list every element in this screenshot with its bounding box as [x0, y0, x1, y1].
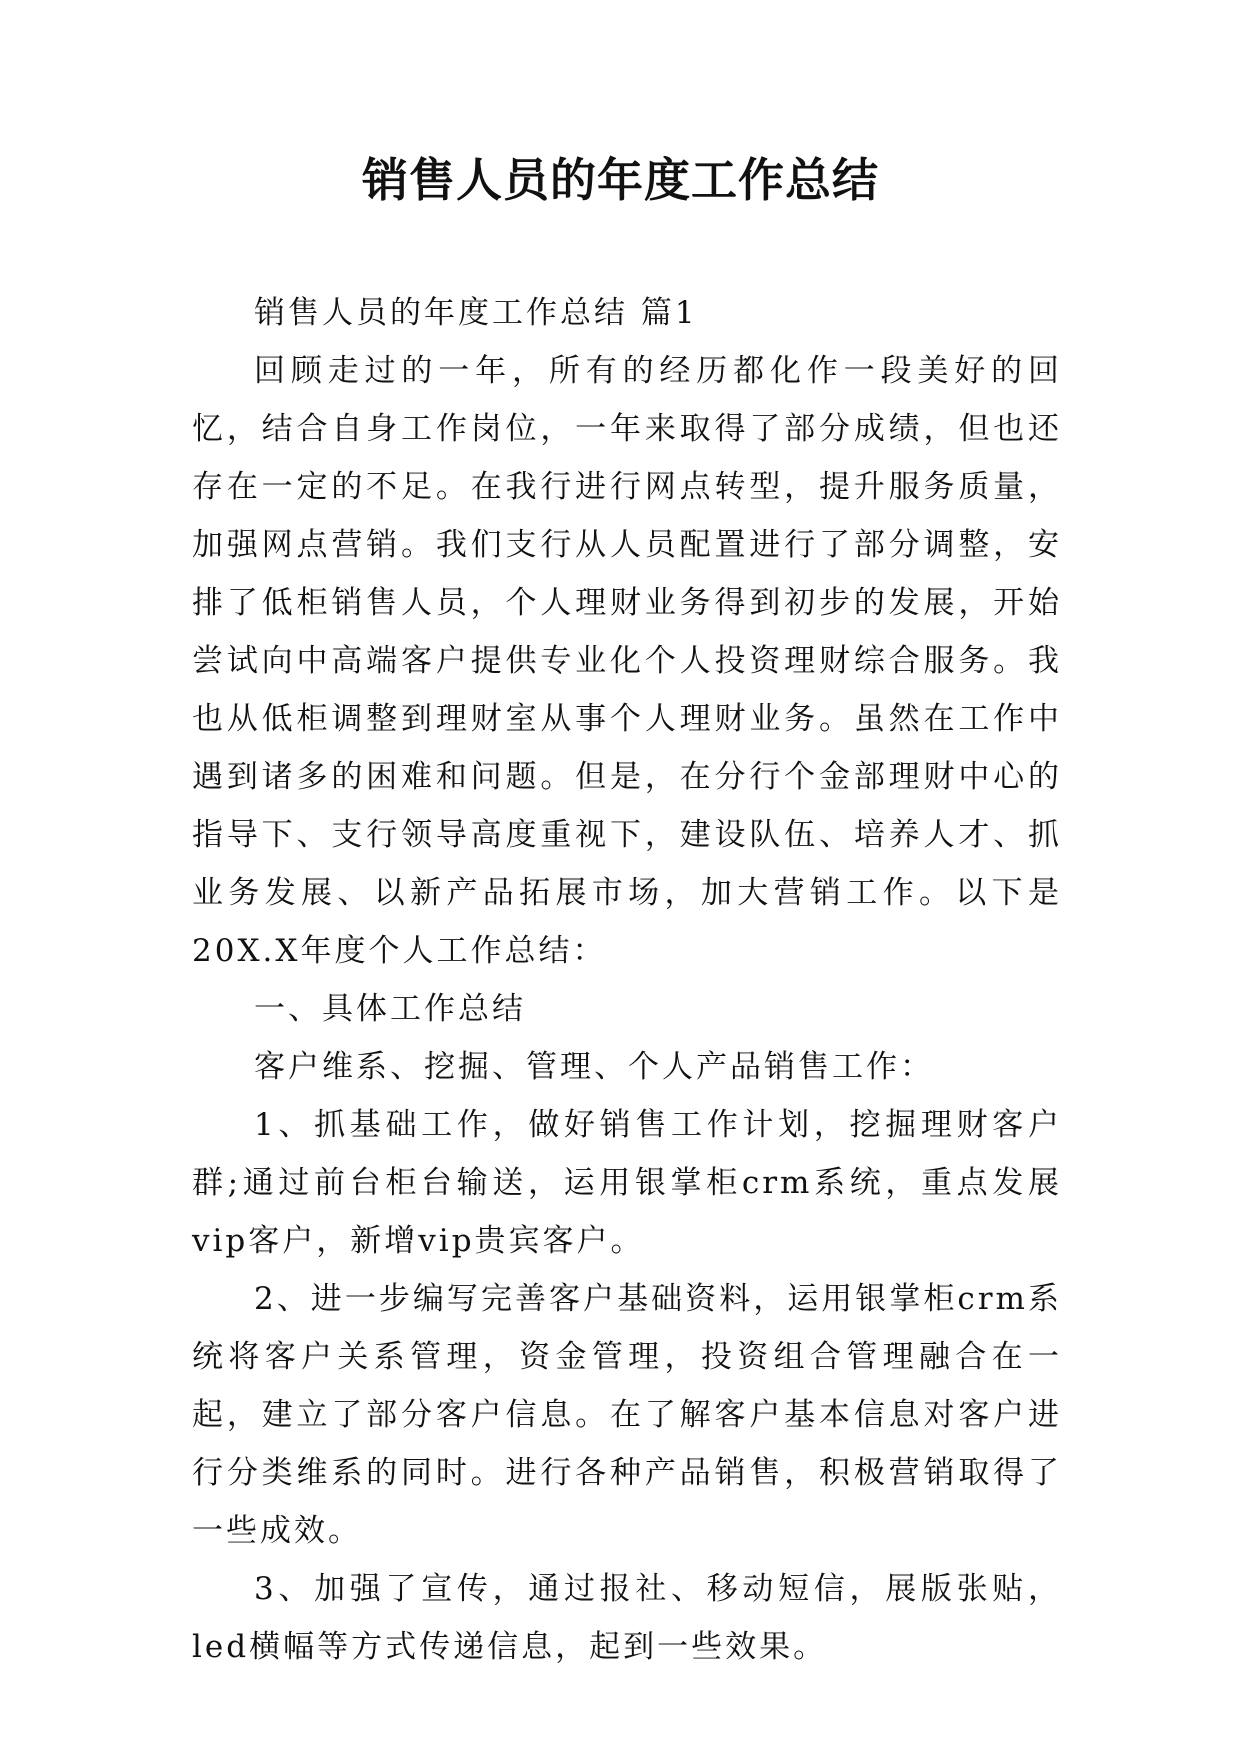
list-item-2: 2、进一步编写完善客户基础资料，运用银掌柜crm系统将客户关系管理，资金管理，投资组合管理融合在一起，建立了部分客户信息。在了解客户基本信息对客户进行分类维系的同时。进行各种产品销售，积极营销取得了一些成效。 — [192, 1281, 1062, 1549]
list-item-3: 3、加强了宣传，通过报社、移动短信，展版张贴，led横幅等方式传递信息，起到一些效果。 — [192, 1571, 1062, 1665]
subsection-heading: 一、具体工作总结 — [254, 991, 526, 1027]
topic-line: 客户维系、挖掘、管理、个人产品销售工作： — [254, 1049, 934, 1085]
list-item-1: 1、抓基础工作，做好销售工作计划，挖掘理财客户群;通过前台柜台输送，运用银掌柜crm系统，重点发展vip客户，新增vip贵宾客户。 — [192, 1107, 1062, 1259]
intro-paragraph: 回顾走过的一年，所有的经历都化作一段美好的回忆，结合自身工作岗位，一年来取得了部分成绩，但也还存在一定的不足。在我行进行网点转型，提升服务质量，加强网点营销。我们支行从人员配置进行了部分调整，安排了低柜销售人员，个人理财业务得到初步的发展，开始尝试向中高端客户提供专业化个人投资理财综合服务。我也从低柜调整到理财室从事个人理财业务。虽然在工作中遇到诸多的困难和问题。但是，在分行个金部理财中心的指导下、支行领导高度重视下，建设队伍、培养人才、抓业务发展、以新产品拓展市场，加大营销工作。以下是20X.X年度个人工作总结： — [192, 353, 1062, 969]
document-body — [192, 284, 1062, 1676]
document-title: 销售人员的年度工作总结 — [362, 153, 879, 207]
section-heading: 销售人员的年度工作总结 篇1 — [254, 295, 698, 331]
